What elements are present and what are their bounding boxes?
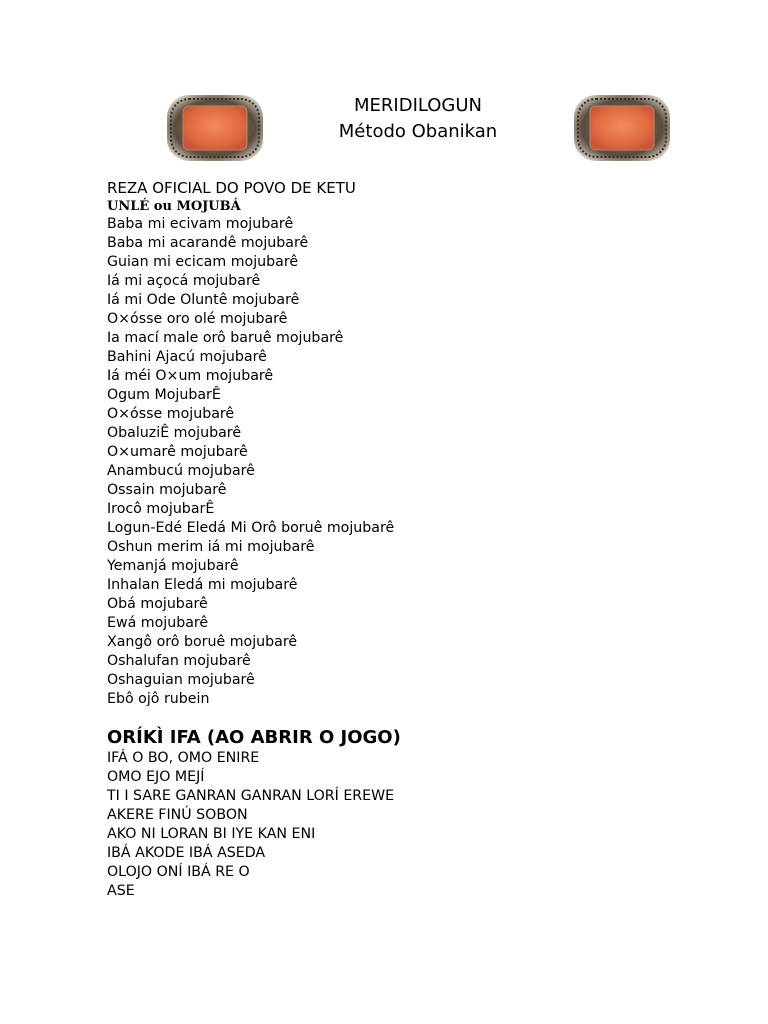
oriki-line: ASE (107, 883, 135, 899)
title-line-2: Método Obanikan (338, 121, 498, 142)
document-body (107, 179, 727, 901)
reza-line: Baba mi ecivam mojubarê (107, 216, 294, 232)
oriki-line: OLOJO ONÍ IBÁ RE O (107, 864, 250, 880)
oriki-line: IFÁ O BO, OMO ENIRE (107, 750, 260, 766)
reza-line: Baba mi acarandê mojubarê (107, 235, 309, 251)
oriki-line: TI I SARE GANRAN GANRAN LORÍ EREWE (107, 788, 395, 804)
reza-line: Ia mací male orô baruê mojubarê (107, 330, 344, 346)
oriki-line: IBÁ AKODE IBÁ ASEDA (107, 845, 266, 861)
reza-line: Yemanjá mojubarê (107, 558, 239, 574)
reza-line: Iá mi Ode Oluntê mojubarê (107, 292, 300, 308)
reza-subheading: UNLÉ ou MOJUBÁ (107, 199, 241, 214)
oriki-line: AKO NI LORAN BI IYE KAN ENI (107, 826, 316, 842)
reza-line: O×ósse mojubarê (107, 406, 235, 422)
orange-tile-emblem-icon (572, 93, 672, 163)
right-emblem-graphic (572, 93, 672, 163)
reza-line: Iá méi O×um mojubarê (107, 368, 274, 384)
reza-line: Ogum MojubarÊ (107, 387, 221, 403)
reza-line: Oshalufan mojubarê (107, 653, 251, 669)
oriki-heading: ORÍKÌ IFA (AO ABRIR O JOGO) (107, 727, 401, 748)
title-line-1: MERIDILOGUN (353, 95, 483, 116)
reza-line: Ossain mojubarê (107, 482, 227, 498)
reza-line: Ebô ojô rubein (107, 691, 210, 707)
oriki-lines (107, 749, 727, 901)
reza-line: Bahini Ajacú mojubarê (107, 349, 267, 365)
reza-line: Oshaguian mojubarê (107, 672, 255, 688)
reza-line: Obá mojubarê (107, 596, 208, 612)
reza-line: Irocô mojubarÊ (107, 501, 215, 517)
orange-tile-emblem-icon (165, 93, 265, 163)
reza-heading: REZA OFICIAL DO POVO DE KETU (107, 179, 356, 197)
reza-line: Oshun merim iá mi mojubarê (107, 539, 315, 555)
reza-line: Ewá mojubarê (107, 615, 209, 631)
reza-line: Iá mi açocá mojubarê (107, 273, 261, 289)
left-emblem-graphic (165, 93, 265, 163)
reza-line: O×umarê mojubarê (107, 444, 248, 460)
oriki-line: OMO EJO MEJÍ (107, 769, 205, 785)
reza-lines (107, 215, 727, 709)
reza-line: Xangô orô boruê mojubarê (107, 634, 298, 650)
oriki-line: AKERE FINÚ SOBON (107, 807, 248, 823)
reza-line: Anambucú mojubarê (107, 463, 255, 479)
reza-line: Logun-Edé Eledá Mi Orô boruê mojubarê (107, 520, 395, 536)
reza-line: ObaluziÊ mojubarê (107, 425, 242, 441)
reza-line: Guian mi ecicam mojubarê (107, 254, 299, 270)
reza-line: O×ósse oro olé mojubarê (107, 311, 288, 327)
document-header-title (318, 93, 518, 145)
reza-line: Inhalan Eledá mi mojubarê (107, 577, 298, 593)
